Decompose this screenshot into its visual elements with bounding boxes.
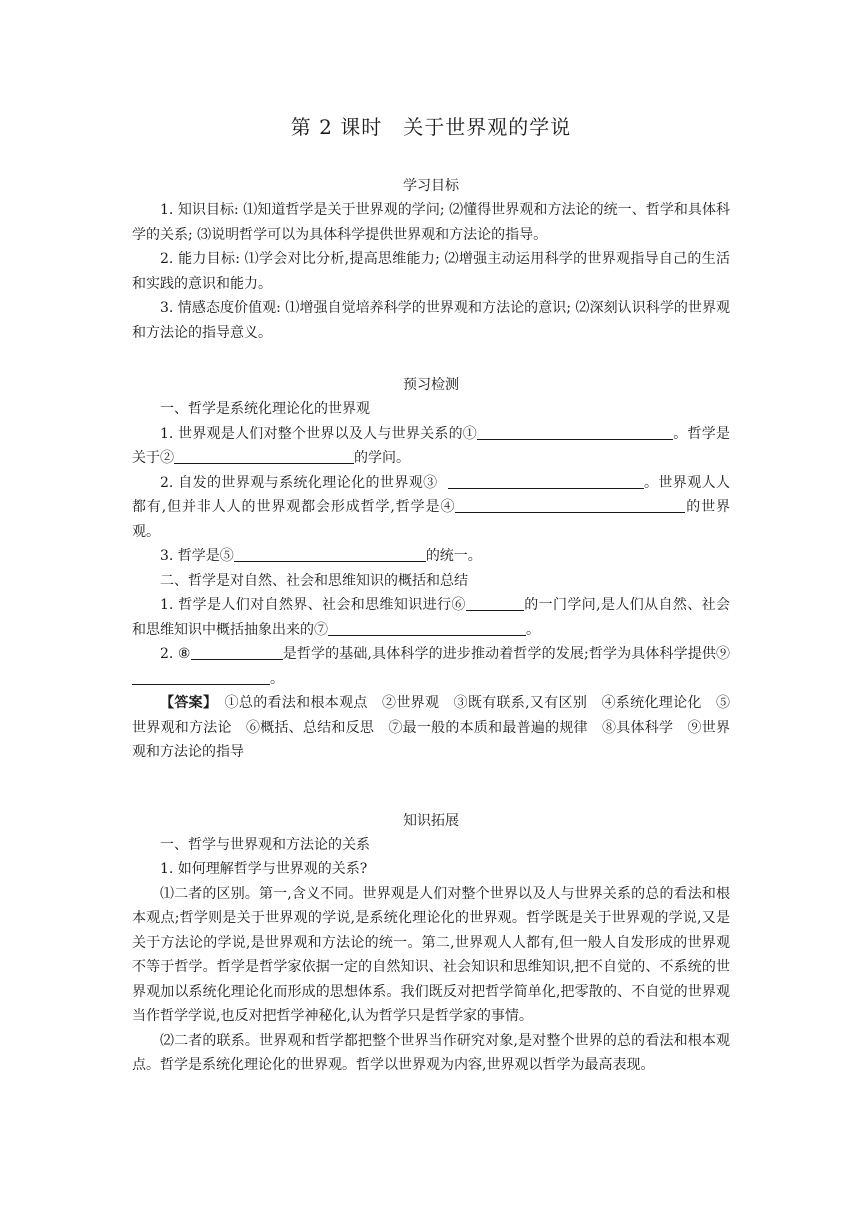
preview-part2-title: 二、哲学是对自然、社会和思维知识的概括和总结	[160, 572, 468, 589]
answer-label: 【答案】	[160, 695, 211, 711]
answer-blank-3[interactable]	[448, 474, 644, 489]
objective-item: 2. 能力目标: ⑴学会对比分析,提高思维能力; ⑵增强主动运用科学的世界观指导自己的生活和实践的意识和能力。	[132, 251, 730, 292]
extension-question: 1. 如何理解哲学与世界观的关系?	[160, 861, 368, 877]
preview-question-1: 1. 世界观是人们对整个世界以及人与世界关系的① 。哲学是关于② 的学问。	[132, 425, 730, 466]
preview-heading: 预习检测	[403, 377, 459, 393]
preview-part1-title: 一、哲学是系统化理论化的世界观	[160, 401, 370, 417]
page-title: 第 2 课时 关于世界观的学说	[290, 115, 572, 139]
answer-blank-7[interactable]	[328, 621, 526, 636]
extension-paragraph-2: ⑵二者的联系。世界观和哲学都把整个世界当作研究对象,是对整个世界的总的看法和根本观点。哲学是系统化理论化的世界观。哲学以世界观为内容,世界观以哲学为最高表现。	[132, 1032, 730, 1073]
extension-paragraph-1: ⑴二者的区别。第一,含义不同。世界观是人们对整个世界以及人与世界关系的总的看法和根本观点;哲学则是关于世界观的学说,是系统化理论化的世界观。哲学既是关于世界观的学说,又是关于方法论的学说,是世界观和方法论的统一。第二,世界观人人都有,但一般人自发形成的世界观不等于哲学。哲学是哲学家依据一定的自然知识、社会知识和思维知识,把不自觉的、不系统的世界观加以系统化理论化而形成的思想体系。我们既反对把哲学简单化,把零散的、不自觉的世界观当作哲学学说,也反对把哲学神秘化,认为哲学只是哲学家的事情。	[132, 885, 730, 1024]
answer-text: ①总的看法和根本观点 ②世界观 ③既有联系,又有区别 ④系统化理论化 ⑤世界观和方法论 ⑥概括、总结和反思 ⑦最一般的本质和最普遍的规律 ⑧具体科学 ⑨世界观和方法论的指导	[132, 695, 731, 760]
objective-item: 3. 情感态度价值观: ⑴增强自觉培养科学的世界观和方法论的意识; ⑵深刻认识科学的世界观和方法论的指导意义。	[132, 300, 730, 341]
preview-question-5: 2. ⑧ 是哲学的基础,具体科学的进步推动着哲学的发展;哲学为具体科学提供⑨。	[132, 642, 730, 691]
answer-key	[132, 691, 730, 765]
answer-blank-9[interactable]	[132, 670, 270, 685]
extension-part1-title: 一、哲学与世界观和方法论的关系	[160, 836, 370, 853]
extension-heading: 知识拓展	[403, 812, 459, 829]
answer-blank-6[interactable]	[466, 596, 524, 611]
objective-item: 1. 知识目标: ⑴知道哲学是关于世界观的学问; ⑵懂得世界观和方法论的统一、哲学和具体科学的关系; ⑶说明哲学可以为具体科学提供世界观和方法论的指导。	[132, 202, 730, 243]
answer-blank-4[interactable]	[455, 498, 685, 513]
preview-question-2: 2. 自发的世界观与系统化理论化的世界观③ 。世界观人人都有,但并非人人的世界观都会形成哲学,哲学是④ 的世界观。	[132, 474, 731, 540]
preview-question-4: 1. 哲学是人们对自然界、社会和思维知识进行⑥ 的一门学问,是人们从自然、社会和思维知识中概括抽象出来的⑦ 。	[132, 597, 731, 638]
objectives-heading: 学习目标	[403, 178, 459, 194]
preview-question-3: 3. 哲学是⑤ 的统一。	[160, 548, 482, 564]
document-page	[132, 0, 730, 1078]
answer-blank-5[interactable]	[234, 547, 426, 562]
answer-blank-2[interactable]	[174, 449, 354, 464]
answer-blank-1[interactable]	[477, 425, 673, 440]
answer-blank-8[interactable]	[191, 645, 283, 660]
